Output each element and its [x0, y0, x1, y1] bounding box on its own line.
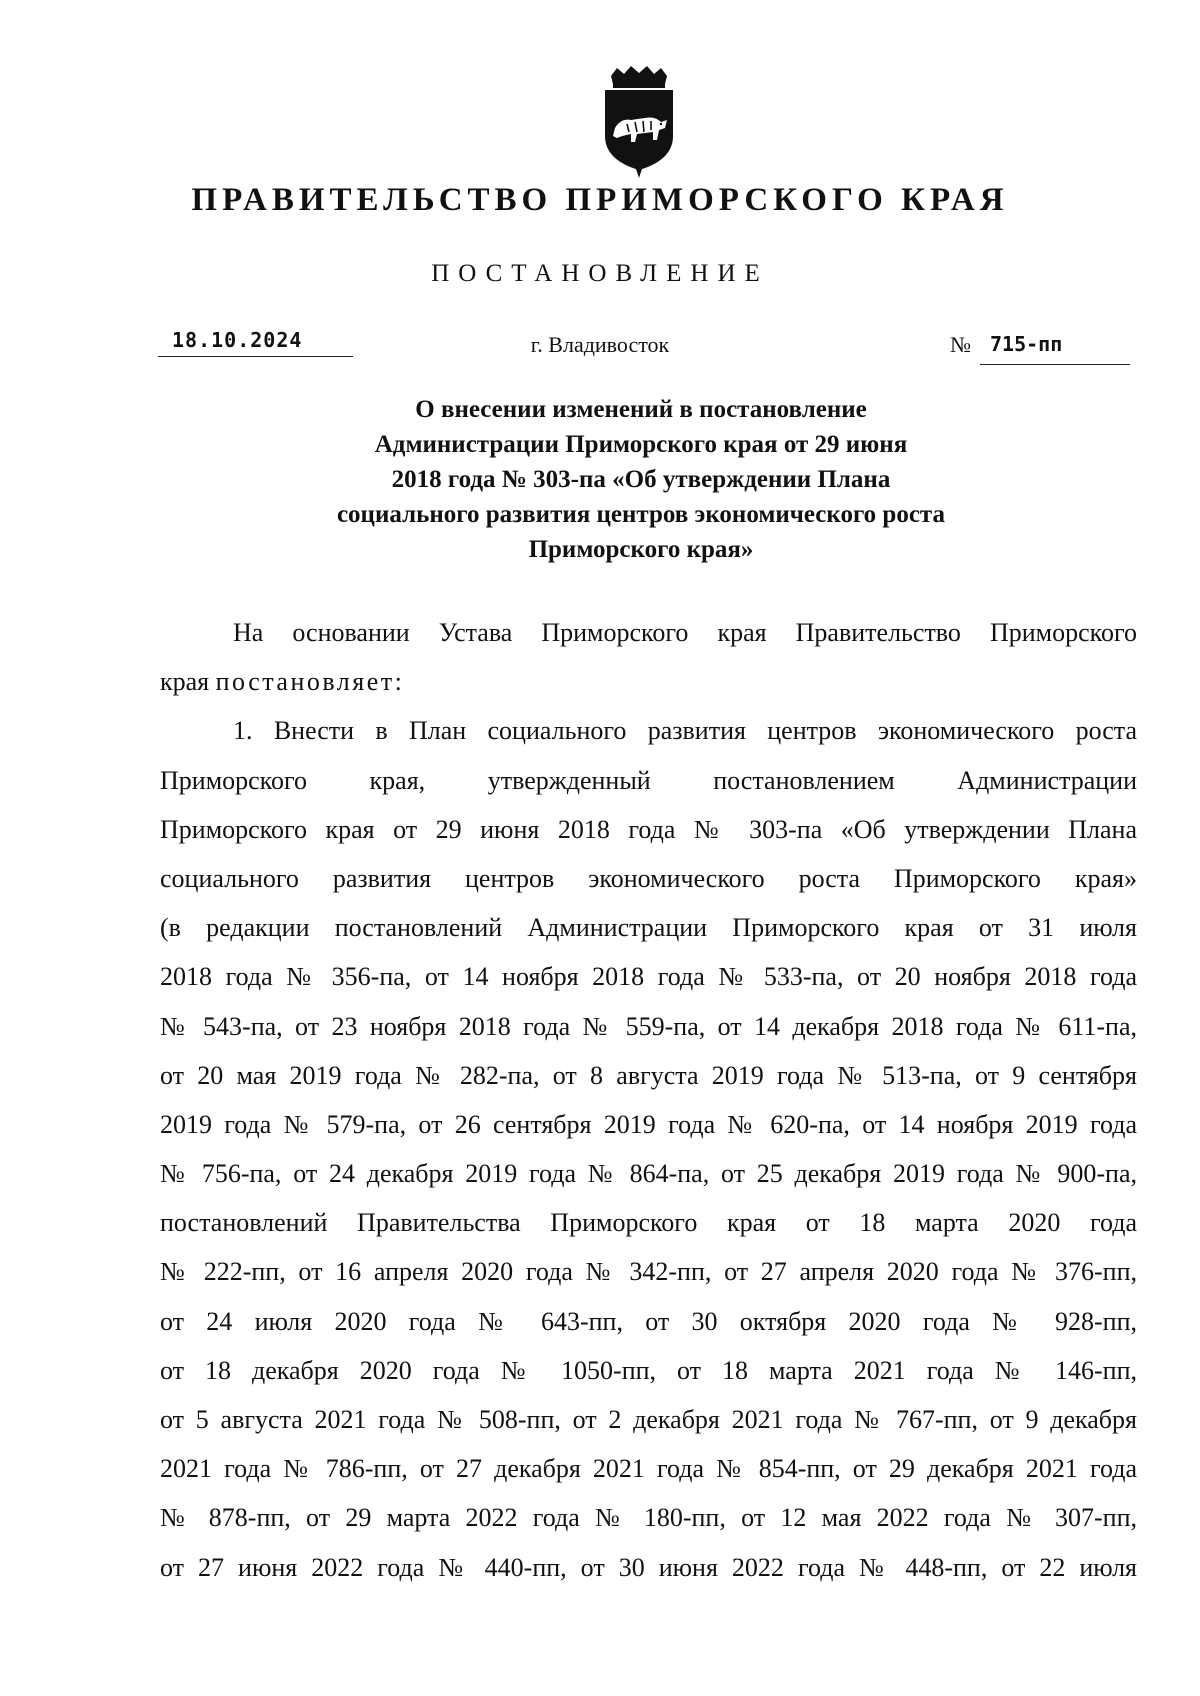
document-date-value: 18.10.2024	[172, 328, 303, 352]
body-line: (в редакции постановлений Администрации Приморского края от 31 июля	[160, 913, 1137, 943]
document-body	[160, 608, 1137, 1592]
body-text-spaced: постановляет:	[215, 667, 405, 697]
body-text-fragment: края	[160, 667, 216, 697]
body-line: от 27 июня 2022 года № 440-пп, от 30 июня 2022 года № 448-пп, от 22 июля	[160, 1552, 1137, 1582]
body-line: 1. Внести в План социального развития центров экономического роста	[233, 716, 1137, 746]
body-line: 2019 года № 579-па, от 26 сентября 2019 года № 620-па, от 14 ноября 2019 года	[160, 1109, 1137, 1139]
body-line: 2021 года № 786-пп, от 27 декабря 2021 года № 854-пп, от 29 декабря 2021 года	[160, 1454, 1137, 1484]
body-line: от 20 мая 2019 года № 282-па, от 8 августа 2019 года № 513-па, от 9 сентября	[160, 1060, 1137, 1090]
body-line	[160, 657, 1137, 706]
heading-line: О внесении изменений в постановление	[415, 396, 867, 423]
body-line: № 756-па, от 24 декабря 2019 года № 864-па, от 25 декабря 2019 года № 900-па,	[160, 1159, 1137, 1189]
body-line: от 18 декабря 2020 года № 1050-пп, от 18 марта 2021 года № 146-пп,	[160, 1355, 1137, 1385]
document-type: ПОСТАНОВЛЕНИЕ	[431, 260, 769, 287]
body-line: от 24 июля 2020 года № 643-пп, от 30 октября 2020 года № 928-пп,	[160, 1306, 1137, 1336]
document-number	[950, 330, 1130, 364]
body-line: № 543-па, от 23 ноября 2018 года № 559-па, от 14 декабря 2018 года № 611-па,	[160, 1011, 1137, 1041]
body-line: Приморского края от 29 июня 2018 года № 303-па «Об утверждении Плана	[160, 814, 1137, 844]
heading-line: 2018 года № 303-па «Об утверждении Плана	[391, 466, 891, 493]
body-line: Приморского края, утвержденный постановлением Администрации	[160, 765, 1137, 795]
document-number-underline	[980, 330, 1130, 365]
document-city: г. Владивосток	[530, 332, 670, 357]
number-sign: №	[950, 332, 971, 357]
document-number-value: 715-пп	[990, 332, 1063, 356]
body-line: 2018 года № 356-па, от 14 ноября 2018 года № 533-па, от 20 ноября 2018 года	[160, 962, 1137, 992]
heading-line: Приморского края»	[528, 536, 754, 563]
body-line: № 878-пп, от 29 марта 2022 года № 180-пп, от 12 мая 2022 года № 307-пп,	[160, 1503, 1137, 1533]
organization-title: ПРАВИТЕЛЬСТВО ПРИМОРСКОГО КРАЯ	[191, 182, 1009, 218]
document-heading	[160, 392, 1122, 567]
heading-line: социального развития центров экономического роста	[336, 501, 946, 528]
body-line: от 5 августа 2021 года № 508-пп, от 2 декабря 2021 года № 767-пп, от 9 декабря	[160, 1405, 1137, 1434]
primorye-coat-of-arms-icon	[597, 66, 681, 178]
body-line: № 222-пп, от 16 апреля 2020 года № 342-пп, от 27 апреля 2020 года № 376-пп,	[160, 1257, 1137, 1287]
heading-line: Администрации Приморского края от 29 июня	[374, 431, 908, 458]
body-line: На основании Устава Приморского края Правительство Приморского	[233, 618, 1137, 647]
document-date	[158, 320, 353, 357]
body-line: социального развития центров экономического роста Приморского края»	[160, 863, 1137, 893]
body-line: постановлений Правительства Приморского края от 18 марта 2020 года	[160, 1208, 1137, 1238]
